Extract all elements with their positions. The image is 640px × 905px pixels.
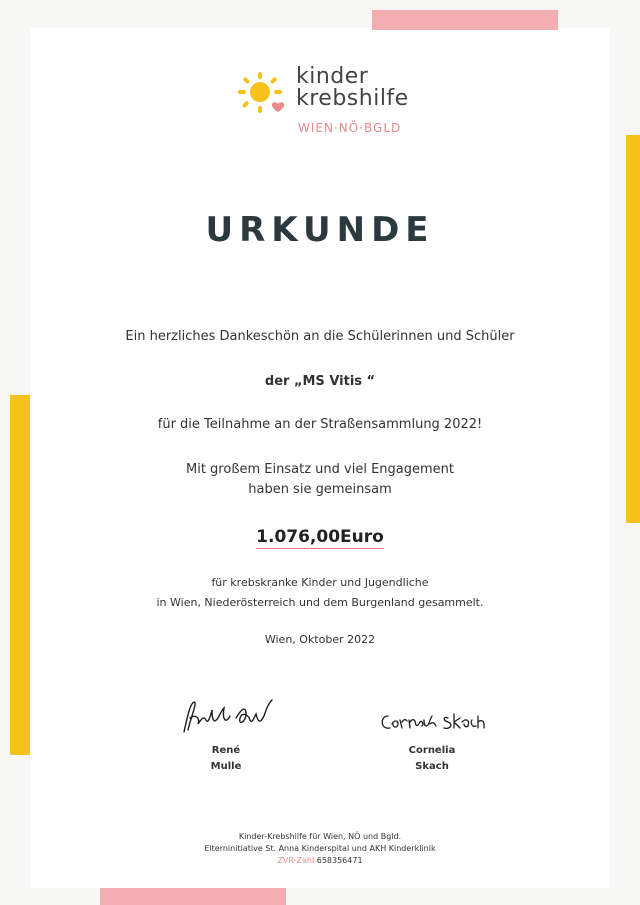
footer-line-2: Elterninitiative St. Anna Kinderspital und AKH Kinderklinik [204,844,436,853]
signer-1-first-name: René [211,745,241,756]
signer-2-name [372,743,492,775]
school-name: der „MS Vitis “ [264,374,376,389]
signer-2-last-name: Skach [415,761,449,772]
amount-value: 1.076,00Euro [256,527,384,547]
signer-1-name [166,743,286,775]
effort-text-2: haben sie gemeinsam [248,482,392,497]
top-pink-bar [372,10,558,30]
bottom-pink-bar [100,888,286,905]
signer-2-first-name: Cornelia [408,745,456,756]
participation-text: für die Teilnahme an der Straßensammlung 2022! [157,417,483,432]
certificate-sheet [30,28,610,888]
sun-heart-icon [234,70,290,120]
donation-amount [0,527,640,547]
signature-cornelia-skach [378,708,490,738]
logo-wordmark [296,66,409,110]
logo-region: WIEN·NÖ·BGLD [298,121,402,135]
zvr-label: ZVR-Zahl [277,856,315,865]
zvr-number: 658356471 [316,856,363,865]
place-date: Wien, Oktober 2022 [264,633,376,646]
certificate-title: URKUNDE [205,210,435,250]
logo [234,66,434,146]
footer-zvr [0,855,640,866]
thanks-text: Ein herzliches Dankeschön an die Schülerinnen und Schüler [125,329,515,344]
footer-line-1: Kinder-Krebshilfe für Wien, NÖ und Bgld. [238,832,402,841]
left-yellow-bar [10,395,30,755]
signer-1-last-name: Mulle [210,761,242,772]
effort-text-1: Mit großem Einsatz und viel Engagement [186,462,454,477]
logo-line2: krebshilfe [296,86,409,111]
purpose-text-2: in Wien, Niederösterreich und dem Burgenland gesammelt. [156,596,484,609]
signature-rene-mulle [176,696,276,738]
purpose-text-1: für krebskranke Kinder und Jugendliche [211,576,429,589]
logo-line1: kinder [296,64,369,89]
